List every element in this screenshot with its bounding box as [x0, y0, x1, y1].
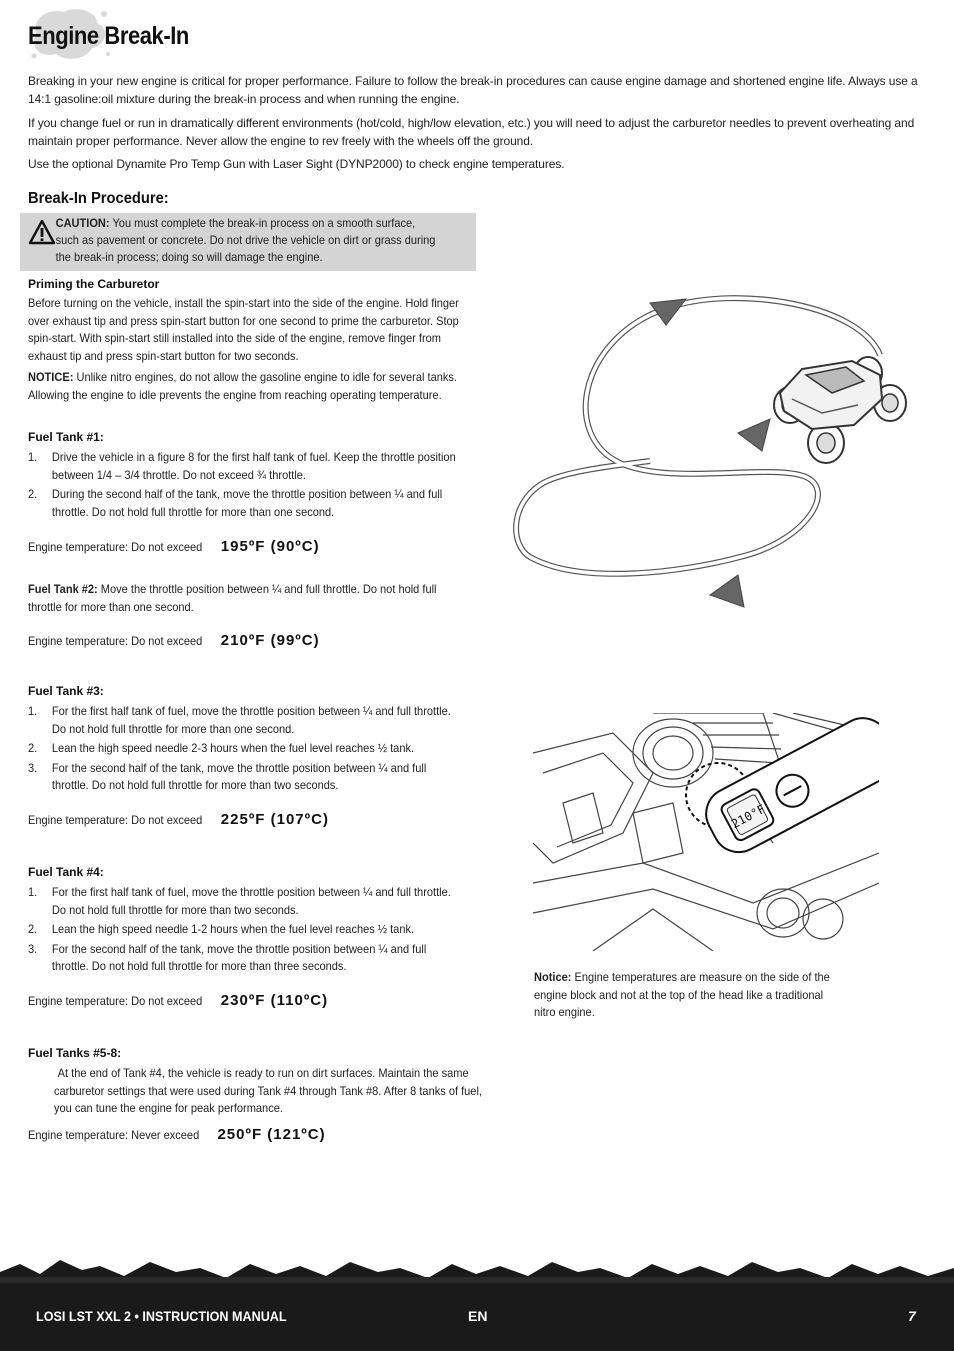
list-item: 1. For the first half tank of fuel, move the throttle position between ¼ and full throttle. Do not hold full throttle for more than one second.	[28, 704, 451, 736]
tank3-temp-value: 225ºF (107ºC)	[220, 811, 329, 828]
caution-body: You must complete the break-in process on a smooth surface, such as pavement or concrete. Do not drive the vehicle on dirt or grass during the break-in process; doing so will damage the engine.	[55, 216, 436, 264]
caution-box	[20, 213, 476, 271]
tank4-title: Fuel Tank #4:	[28, 865, 104, 879]
tank3-temperature: Engine temperature: Do not exceed 225ºF (107ºC)	[28, 811, 329, 828]
tank2-temperature: Engine temperature: Do not exceed 210ºF (99ºC)	[28, 632, 320, 649]
tank3-title: Fuel Tank #3:	[28, 684, 104, 698]
list-item: 3. For the second half of the tank, move the throttle position between ¼ and full throttle. Do not hold full throttle for more than three seconds.	[28, 941, 427, 973]
intro-paragraph-3: Use the optional Dynamite Pro Temp Gun with Laser Sight (DYNP2000) to check engine temperatures.	[28, 157, 565, 171]
priming-title: Priming the Carburetor	[28, 277, 160, 291]
priming-text: Before turning on the vehicle, install the spin-start into the side of the engine. Hold finger over exhaust tip and press spin-start button for one second to prime the carburetor. Stop spin-start. With spin-start still installed into the side of the engine, remove finger from exhaust tip and press spin-start button for two seconds.	[28, 296, 459, 363]
list-item: 2. During the second half of the tank, move the throttle position between ¼ and full throttle. Do not hold full throttle for more than one second.	[28, 487, 443, 519]
notice-label: Notice:	[534, 970, 572, 984]
intro-paragraph-2: If you change fuel or run in dramatically different environments (hot/cold, high/low elevation, etc.) you will need to adjust the carburetor needles to prevent overheating and maintain proper performance. Never allow the engine to rev freely with the wheels off the ground.	[28, 116, 915, 148]
tanks5-8-temperature: Engine temperature: Never exceed 250ºF (121ºC)	[28, 1126, 326, 1143]
tank3-list	[28, 703, 465, 797]
engine-temperature-illustration	[533, 713, 879, 951]
priming-notice-text: Unlike nitro engines, do not allow the gasoline engine to idle for several tanks. Allowing the engine to idle prevents the engine from reaching operating temperature.	[28, 370, 457, 402]
caution-text	[28, 215, 436, 266]
footer-language: EN	[468, 1308, 488, 1324]
priming-notice	[28, 369, 460, 404]
tank1-list	[28, 449, 465, 523]
notice-text	[534, 969, 834, 1022]
list-item: 2. Lean the high speed needle 1-2 hours when the fuel level reaches ½ tank.	[28, 922, 415, 936]
tank4-list	[28, 884, 465, 978]
thermometer-readout: 210°F	[729, 801, 768, 832]
tank2-text: Fuel Tank #2: Move the throttle position between ¼ and full throttle. Do not hold full throttle for more than one second.	[28, 582, 437, 614]
tanks5-8-title: Fuel Tanks #5-8:	[28, 1046, 122, 1060]
tank2-title: Fuel Tank #2:	[28, 582, 98, 596]
footer-page-number: 7	[908, 1308, 916, 1324]
figure-eight-illustration	[500, 285, 920, 630]
caution-label: CAUTION:	[55, 216, 110, 230]
tank4-temperature: Engine temperature: Do not exceed 230ºF (110ºC)	[28, 992, 329, 1009]
priming-notice-label: NOTICE:	[28, 370, 74, 384]
tank2-temp-value: 210ºF (99ºC)	[220, 632, 320, 649]
monster-truck-drawing	[774, 357, 906, 463]
tank1-temp-value: 195ºF (90ºC)	[220, 538, 320, 555]
footer-manual-title: LOSI LST XXL 2 • INSTRUCTION MANUAL	[36, 1308, 287, 1324]
list-item: 1. Drive the vehicle in a figure 8 for the first half tank of fuel. Keep the throttle position between 1/4 – 3/4 throttle. Do not exceed ¾ throttle.	[28, 450, 456, 482]
tank1-title: Fuel Tank #1:	[28, 430, 104, 444]
section-title: Break-In Procedure:	[28, 190, 169, 207]
footer-band	[0, 1250, 954, 1351]
tanks5-8-temp-value: 250ºF (121ºC)	[217, 1126, 326, 1143]
page-title: Engine Break-In	[28, 22, 189, 50]
notice-body: Engine temperatures are measure on the side of the engine block and not at the top of the head like a traditional nitro engine.	[534, 970, 830, 1019]
tank1-temperature: Engine temperature: Do not exceed 195ºF (90ºC)	[28, 538, 320, 555]
list-item: 3. For the second half of the tank, move the throttle position between ¼ and full throttle. Do not hold full throttle for more than two seconds.	[28, 760, 427, 792]
tanks5-8-text: At the end of Tank #4, the vehicle is ready to run on dirt surfaces. Maintain the same carburetor settings that were used during Tank #4 through Tank #8. After 8 tanks of fuel, you can tune the engine for peak performance.	[54, 1066, 482, 1115]
list-item: 1. For the first half tank of fuel, move the throttle position between ¼ and full throttle. Do not hold full throttle for more than two seconds.	[28, 885, 451, 917]
tank4-temp-value: 230ºF (110ºC)	[220, 992, 329, 1009]
list-item: 2. Lean the high speed needle 2-3 hours when the fuel level reaches ½ tank.	[28, 741, 415, 755]
intro-paragraph-1: Breaking in your new engine is critical for proper performance. Failure to follow the break-in procedures can cause engine damage and shortened engine life. Always use a 14:1 gasoline:oil mixture during the break-in process and when running the engine.	[28, 74, 918, 106]
